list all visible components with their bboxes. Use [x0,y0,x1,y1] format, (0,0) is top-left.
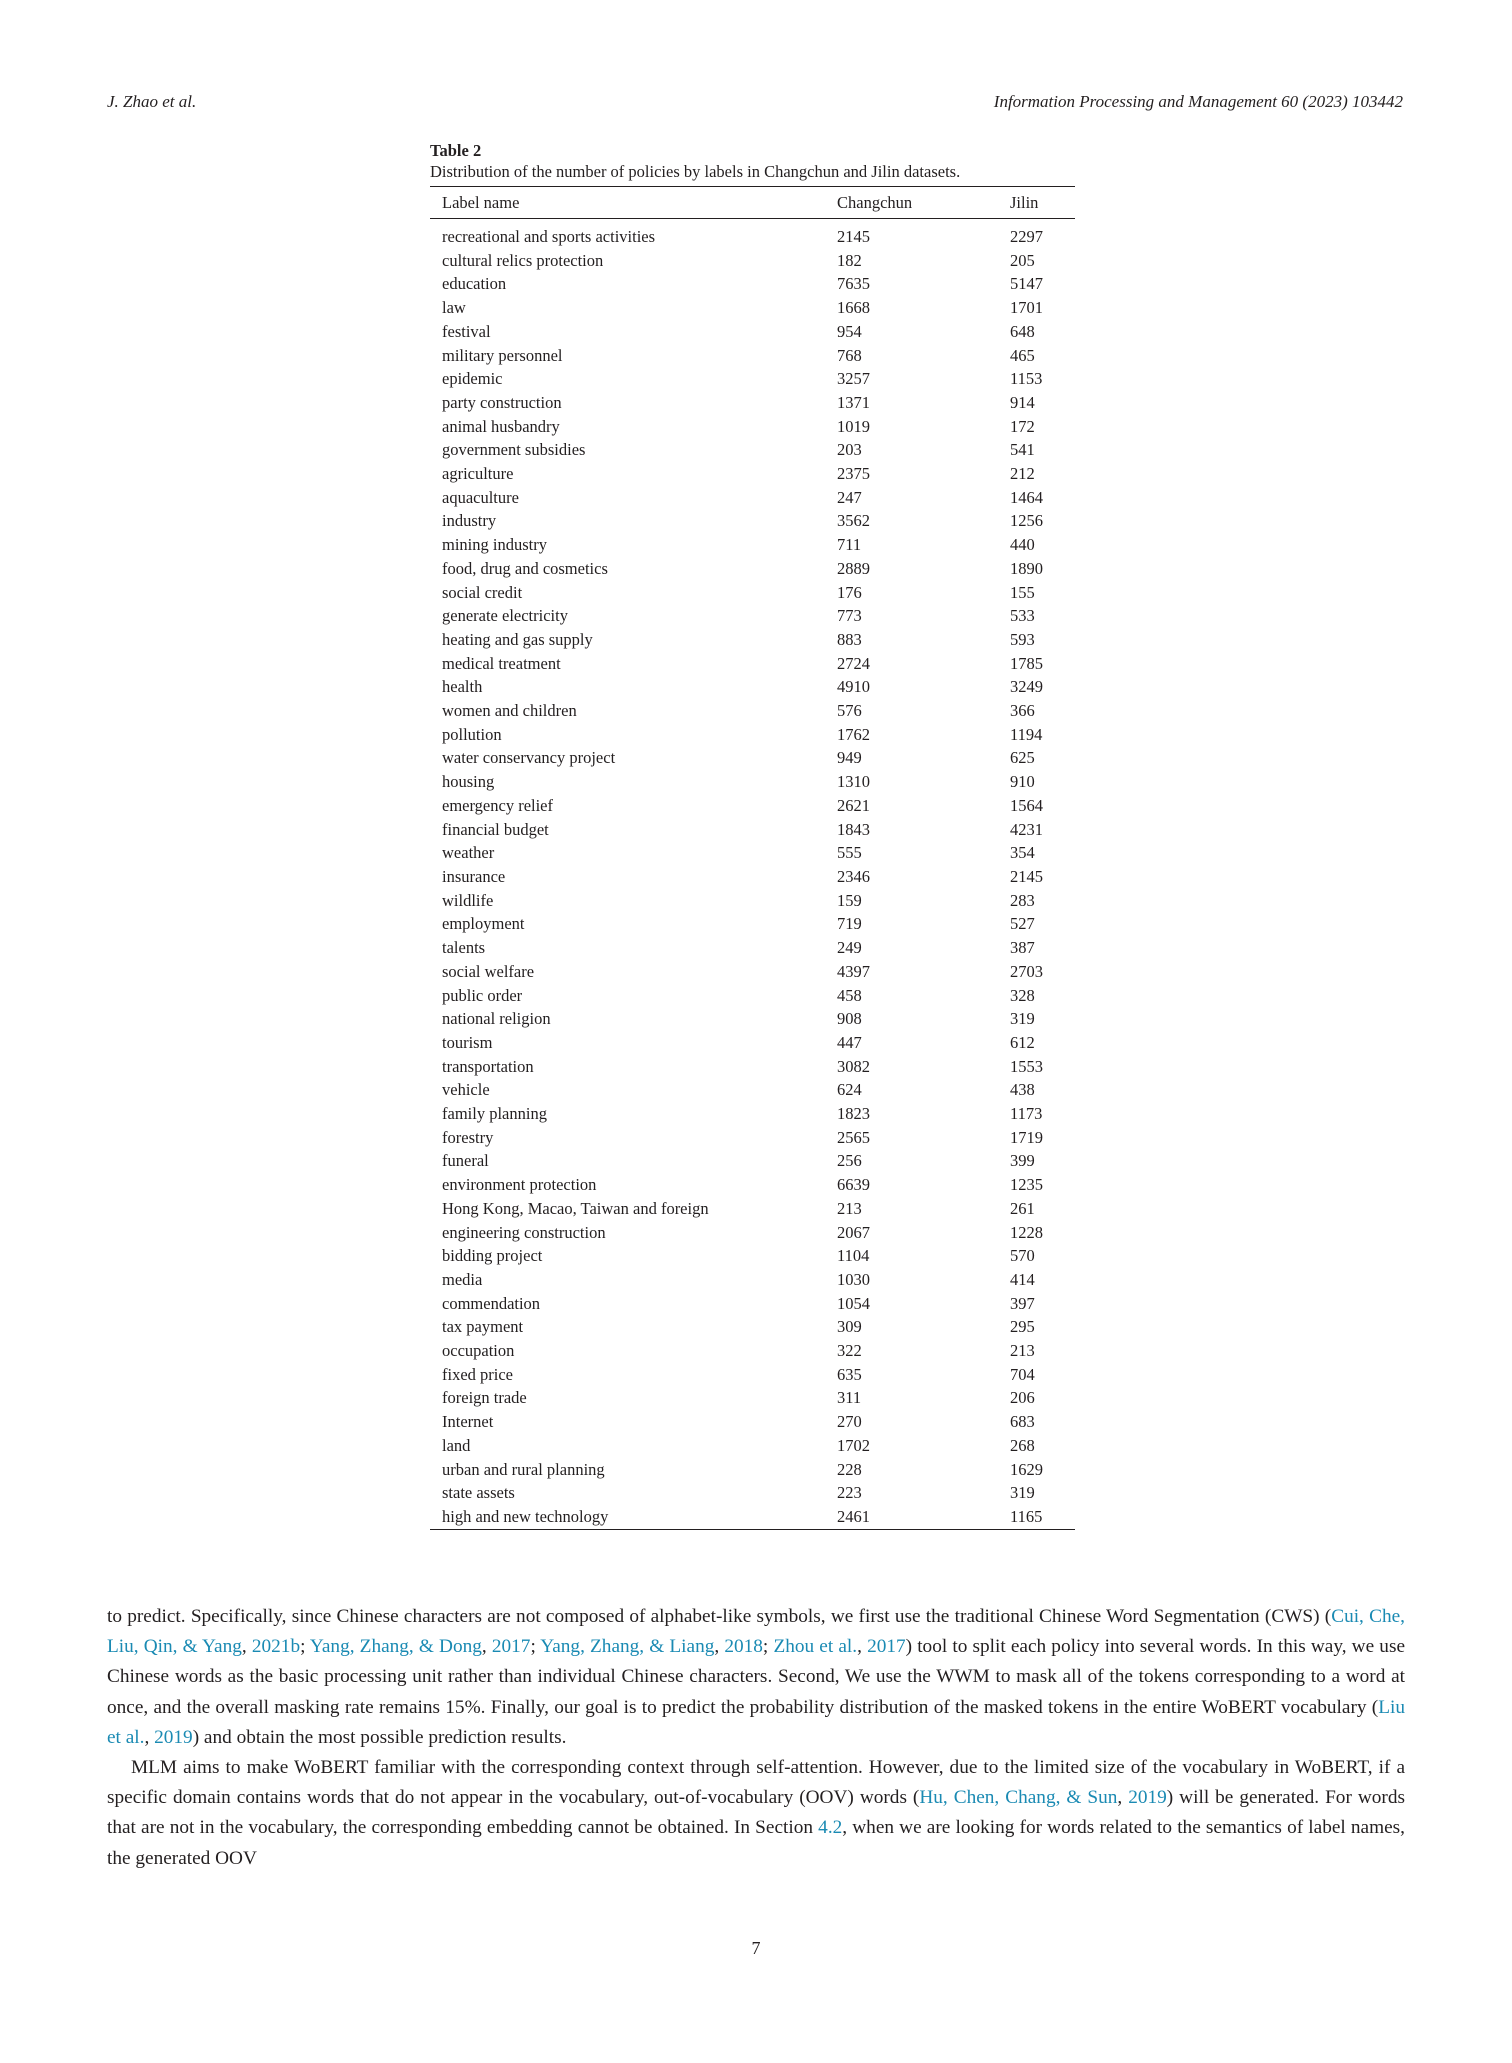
page-number: 7 [751,1938,761,1958]
jilin-count-cell: 1785 [1010,653,1043,673]
changchun-count-cell: 4910 [837,677,870,697]
changchun-count-cell: 3082 [837,1056,870,1076]
table-row [430,320,1075,344]
changchun-count-cell: 223 [837,1483,862,1503]
column-header-changchun: Changchun [837,192,913,212]
jilin-count-cell: 295 [1010,1317,1035,1337]
table-row [430,723,1075,747]
table-row [430,746,1075,770]
label-name-cell: epidemic [442,369,503,389]
paragraph-text: , [1117,1787,1129,1809]
table-row [430,1126,1075,1150]
changchun-count-cell: 249 [837,938,862,958]
label-name-cell: public order [442,985,523,1005]
table-row [430,984,1075,1008]
changchun-count-cell: 949 [837,748,862,768]
jilin-count-cell: 625 [1010,748,1035,768]
body-text [107,1602,1405,1874]
body-paragraph [107,1602,1405,1753]
column-header-jilin: Jilin [1010,192,1039,212]
paragraph-text: , [144,1726,155,1748]
paragraph-text: ) will be generated. For words that are not in the vocabulary, the corresponding embedding cannot be obtained. In Section [107,1787,1405,1839]
paragraph-text: MLM aims to make WoBERT familiar with the corresponding context through self-attention. However, due to the limited size of the vocabulary in WoBERT, if a specific domain contains words that do not appear in the vocabulary, out-of-vocabulary (OOV) words ( [107,1757,1405,1809]
table-row [430,936,1075,960]
jilin-count-cell: 1153 [1010,369,1043,389]
paragraph-text: ) tool to split each policy into several words. In this way, we use Chinese words as the basic processing unit rather than individual Chinese characters. Second, We use the WWM to mask all of the tokens corresponding to a word at once, and the overall masking rate remains 15%. Finally, our goal is to predict the probability distribution of the masked tokens in the entire WoBERT vocabulary ( [107,1636,1406,1718]
label-name-cell: vehicle [442,1080,490,1100]
table-row [430,770,1075,794]
label-name-cell: bidding project [442,1246,543,1266]
jilin-count-cell: 593 [1010,629,1035,649]
changchun-count-cell: 3562 [837,511,870,531]
table-row [430,1055,1075,1079]
citation-link[interactable]: 2017 [491,1636,531,1658]
label-name-cell: generate electricity [442,606,568,626]
label-name-cell: land [442,1435,471,1455]
jilin-count-cell: 399 [1010,1151,1035,1171]
column-header-label-name: Label name [442,192,520,212]
paragraph-text: to predict. Specifically, since Chinese characters are not composed of alphabet-like symbols, we first use the traditional Chinese Word Segmentation (CWS) ( [107,1606,1332,1627]
changchun-count-cell: 908 [837,1009,862,1029]
changchun-count-cell: 270 [837,1412,862,1432]
table-row [430,1031,1075,1055]
label-name-cell: talents [442,938,486,958]
label-name-cell: employment [442,914,525,934]
label-name-cell: forestry [442,1127,494,1147]
citation-link[interactable]: 2019 [154,1726,193,1748]
table-row [430,219,1075,249]
table-row [430,1197,1075,1221]
label-name-cell: party construction [442,392,562,412]
changchun-count-cell: 2145 [837,227,870,246]
jilin-count-cell: 206 [1010,1388,1035,1408]
table-row [430,438,1075,462]
changchun-count-cell: 1668 [837,298,870,318]
citation-link[interactable]: 2018 [724,1636,763,1658]
jilin-count-cell: 1194 [1010,724,1043,744]
table-row [430,1078,1075,1102]
paragraph-text: , [241,1636,252,1658]
changchun-count-cell: 883 [837,629,862,649]
citation-link[interactable]: 2021b [251,1636,301,1658]
changchun-count-cell: 2461 [837,1506,870,1526]
label-name-cell: aquaculture [442,487,519,507]
jilin-count-cell: 1256 [1010,511,1043,531]
label-name-cell: commendation [442,1293,541,1313]
jilin-count-cell: 2297 [1010,227,1043,246]
table-row [430,344,1075,368]
citation-link[interactable]: Liu et al. [107,1696,1405,1748]
label-name-cell: pollution [442,724,502,744]
label-name-cell: military personnel [442,345,563,365]
jilin-count-cell: 354 [1010,843,1035,863]
jilin-count-cell: 1890 [1010,558,1043,578]
policy-distribution-table [430,186,1075,1530]
jilin-count-cell: 3249 [1010,677,1043,697]
table-row [430,1434,1075,1458]
paragraph-text: , [714,1636,725,1658]
table-row [430,699,1075,723]
changchun-count-cell: 2621 [837,795,870,815]
changchun-count-cell: 768 [837,345,862,365]
changchun-count-cell: 7635 [837,274,870,294]
jilin-count-cell: 2145 [1010,866,1043,886]
label-name-cell: education [442,274,507,294]
changchun-count-cell: 182 [837,250,862,270]
changchun-count-cell: 2889 [837,558,870,578]
label-name-cell: social credit [442,582,523,602]
jilin-count-cell: 612 [1010,1032,1035,1052]
changchun-count-cell: 447 [837,1032,862,1052]
paragraph-text: ) and obtain the most possible prediction results. [192,1726,567,1748]
changchun-count-cell: 6639 [837,1175,870,1195]
citation-link[interactable]: 4.2 [818,1817,843,1839]
label-name-cell: weather [442,843,495,863]
table-row [430,486,1075,510]
label-name-cell: agriculture [442,464,514,484]
label-name-cell: emergency relief [442,795,554,815]
table-row [430,675,1075,699]
label-name-cell: foreign trade [442,1388,527,1408]
jilin-count-cell: 1719 [1010,1127,1043,1147]
jilin-count-cell: 366 [1010,701,1035,721]
table-row [430,912,1075,936]
label-name-cell: housing [442,772,495,792]
label-name-cell: tax payment [442,1317,524,1337]
table-row [430,509,1075,533]
changchun-count-cell: 1310 [837,772,870,792]
jilin-count-cell: 155 [1010,582,1035,602]
paragraph-text: , [857,1636,868,1658]
jilin-count-cell: 4231 [1010,819,1043,839]
table-row [430,415,1075,439]
table-header-row [430,187,1075,219]
table-row [430,604,1075,628]
jilin-count-cell: 414 [1010,1269,1035,1289]
table-row [430,1244,1075,1268]
label-name-cell: health [442,677,483,697]
table-row [430,1386,1075,1410]
table-row [430,581,1075,605]
jilin-count-cell: 1701 [1010,298,1043,318]
jilin-count-cell: 570 [1010,1246,1035,1266]
label-name-cell: heating and gas supply [442,629,593,649]
label-name-cell: fixed price [442,1364,514,1384]
changchun-count-cell: 1030 [837,1269,870,1289]
citation-link[interactable]: 2017 [867,1636,906,1658]
label-name-cell: financial budget [442,819,549,839]
label-name-cell: state assets [442,1483,515,1503]
jilin-count-cell: 1564 [1010,795,1043,815]
jilin-count-cell: 172 [1010,416,1035,436]
table-title: Table 2 [430,141,482,160]
table-row [430,628,1075,652]
changchun-count-cell: 176 [837,582,862,602]
label-name-cell: government subsidies [442,440,586,460]
changchun-count-cell: 576 [837,701,862,721]
table-row [430,865,1075,889]
label-name-cell: medical treatment [442,653,561,673]
table-row [430,1410,1075,1434]
changchun-count-cell: 1019 [837,416,870,436]
label-name-cell: mining industry [442,535,547,555]
changchun-count-cell: 555 [837,843,862,863]
changchun-count-cell: 635 [837,1364,862,1384]
label-name-cell: law [442,298,466,318]
table-body [430,219,1075,1530]
table-row [430,1221,1075,1245]
changchun-count-cell: 2375 [837,464,870,484]
changchun-count-cell: 2565 [837,1127,870,1147]
changchun-count-cell: 2346 [837,866,870,886]
table-row [430,1007,1075,1031]
table-row [430,1505,1075,1529]
jilin-count-cell: 261 [1010,1198,1035,1218]
changchun-count-cell: 2724 [837,653,870,673]
label-name-cell: cultural relics protection [442,250,604,270]
table-row [430,1268,1075,1292]
table-row [430,296,1075,320]
changchun-count-cell: 1371 [837,392,870,412]
table-row [430,889,1075,913]
changchun-count-cell: 1823 [837,1104,870,1124]
changchun-count-cell: 1054 [837,1293,870,1313]
table-row [430,841,1075,865]
jilin-count-cell: 1235 [1010,1175,1043,1195]
jilin-count-cell: 683 [1010,1412,1035,1432]
label-name-cell: festival [442,321,491,341]
label-name-cell: tourism [442,1032,493,1052]
paragraph-text: ; [300,1636,310,1658]
jilin-count-cell: 212 [1010,464,1035,484]
jilin-count-cell: 910 [1010,772,1035,792]
jilin-count-cell: 541 [1010,440,1035,460]
jilin-count-cell: 648 [1010,321,1035,341]
jilin-count-cell: 1464 [1010,487,1043,507]
jilin-count-cell: 5147 [1010,274,1043,294]
paragraph-text: , when we are looking for words related to the semantics of label names, the generated OOV [107,1817,1405,1869]
table-row [430,557,1075,581]
jilin-count-cell: 704 [1010,1364,1035,1384]
changchun-count-cell: 159 [837,890,862,910]
label-name-cell: family planning [442,1104,547,1124]
table-row [430,794,1075,818]
changchun-count-cell: 213 [837,1198,862,1218]
table-row [430,1149,1075,1173]
changchun-count-cell: 954 [837,321,862,341]
label-name-cell: occupation [442,1341,515,1361]
citation-link[interactable]: Cui, Che, Liu, Qin, & Yang [107,1606,1405,1658]
citation-link[interactable]: 2019 [1128,1787,1167,1809]
changchun-count-cell: 3257 [837,369,870,389]
jilin-count-cell: 1173 [1010,1104,1043,1124]
label-name-cell: media [442,1269,483,1289]
changchun-count-cell: 711 [837,535,862,555]
paragraph-text: , [481,1636,492,1658]
running-header-journal: Information Processing and Management 60 (2023) 103442 [993,92,1403,111]
label-name-cell: recreational and sports activities [442,227,656,246]
jilin-count-cell: 465 [1010,345,1035,365]
changchun-count-cell: 247 [837,487,862,507]
citation-link[interactable]: Zhou et al. [773,1636,858,1658]
citation-link[interactable]: Yang, Zhang, & Liang [540,1636,715,1658]
changchun-count-cell: 228 [837,1459,862,1479]
label-name-cell: women and children [442,701,577,721]
jilin-count-cell: 533 [1010,606,1035,626]
table-row [430,391,1075,415]
changchun-count-cell: 719 [837,914,862,934]
changchun-count-cell: 773 [837,606,862,626]
table-row [430,1481,1075,1505]
running-header-authors: J. Zhao et al. [107,92,197,111]
citation-link[interactable]: Hu, Chen, Chang, & Sun [919,1787,1118,1809]
label-name-cell: Internet [442,1412,494,1432]
jilin-count-cell: 268 [1010,1435,1035,1455]
table-2 [430,140,1075,1530]
label-name-cell: funeral [442,1151,489,1171]
changchun-count-cell: 309 [837,1317,862,1337]
jilin-count-cell: 1228 [1010,1222,1043,1242]
label-name-cell: environment protection [442,1175,597,1195]
jilin-count-cell: 283 [1010,890,1035,910]
table-row [430,1458,1075,1482]
label-name-cell: national religion [442,1009,551,1029]
changchun-count-cell: 624 [837,1080,862,1100]
changchun-count-cell: 1762 [837,724,870,744]
jilin-count-cell: 319 [1010,1483,1035,1503]
table-row [430,462,1075,486]
citation-link[interactable]: Yang, Zhang, & Dong [309,1636,482,1658]
changchun-count-cell: 4397 [837,961,870,981]
label-name-cell: high and new technology [442,1506,609,1526]
table-row [430,249,1075,273]
jilin-count-cell: 397 [1010,1293,1035,1313]
jilin-count-cell: 1553 [1010,1056,1043,1076]
label-name-cell: food, drug and cosmetics [442,558,608,578]
paragraph-text: ; [530,1636,541,1658]
changchun-count-cell: 2067 [837,1222,870,1242]
table-row [430,272,1075,296]
table-row [430,818,1075,842]
label-name-cell: transportation [442,1056,534,1076]
changchun-count-cell: 322 [837,1341,862,1361]
table-row [430,652,1075,676]
changchun-count-cell: 1104 [837,1246,870,1266]
jilin-count-cell: 387 [1010,938,1035,958]
label-name-cell: industry [442,511,497,531]
label-name-cell: water conservancy project [442,748,616,768]
label-name-cell: Hong Kong, Macao, Taiwan and foreign [442,1198,709,1218]
table-row [430,1363,1075,1387]
label-name-cell: engineering construction [442,1222,606,1242]
jilin-count-cell: 1629 [1010,1459,1043,1479]
label-name-cell: insurance [442,866,506,886]
label-name-cell: animal husbandry [442,416,560,436]
label-name-cell: wildlife [442,890,494,910]
paragraph-text: ; [762,1636,774,1658]
jilin-count-cell: 914 [1010,392,1035,412]
jilin-count-cell: 205 [1010,250,1035,270]
changchun-count-cell: 458 [837,985,862,1005]
table-row [430,1315,1075,1339]
body-paragraph [107,1753,1405,1874]
jilin-count-cell: 527 [1010,914,1035,934]
changchun-count-cell: 203 [837,440,862,460]
jilin-count-cell: 213 [1010,1341,1035,1361]
table-row [430,1173,1075,1197]
jilin-count-cell: 440 [1010,535,1035,555]
jilin-count-cell: 328 [1010,985,1035,1005]
table-row [430,367,1075,391]
table-row [430,533,1075,557]
table-caption: Distribution of the number of policies by labels in Changchun and Jilin datasets. [430,162,961,181]
table-row [430,1339,1075,1363]
label-name-cell: social welfare [442,961,535,981]
changchun-count-cell: 256 [837,1151,862,1171]
changchun-count-cell: 1702 [837,1435,870,1455]
jilin-count-cell: 319 [1010,1009,1035,1029]
jilin-count-cell: 2703 [1010,961,1043,981]
jilin-count-cell: 438 [1010,1080,1035,1100]
label-name-cell: urban and rural planning [442,1459,605,1479]
table-row [430,1102,1075,1126]
changchun-count-cell: 311 [837,1388,862,1408]
table-row [430,1292,1075,1316]
table-row [430,960,1075,984]
changchun-count-cell: 1843 [837,819,870,839]
jilin-count-cell: 1165 [1010,1506,1043,1526]
